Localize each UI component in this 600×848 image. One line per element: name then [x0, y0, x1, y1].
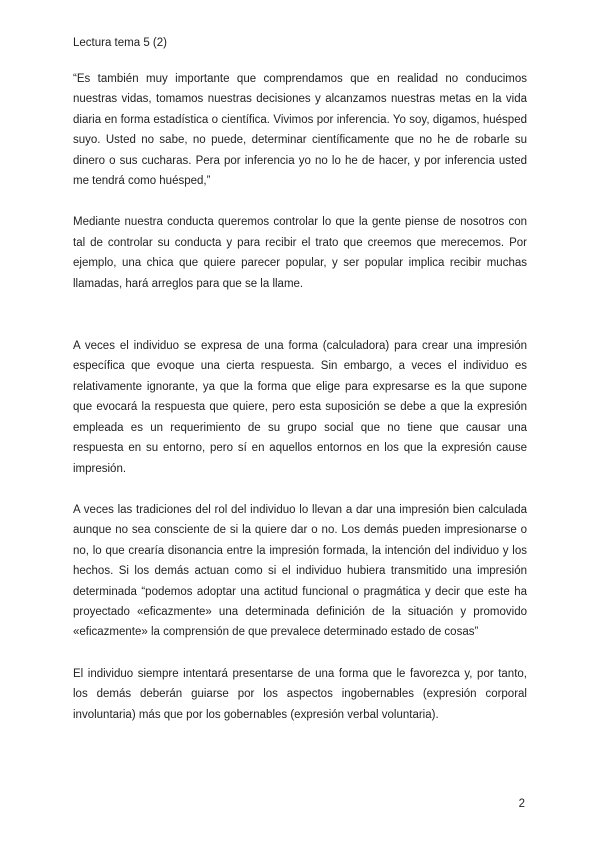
page-header: Lectura tema 5 (2) [73, 37, 167, 49]
conduct-paragraph: Mediante nuestra conducta queremos controlar lo que la gente piense de nosotros con tal de controlar su conducta y para recibir el trato que creemos que merecemos. Por ejemplo, una chica que quiere parecer popular, y ser popular implica recibir muchas llamadas, hará arreglos para que se la llame. [73, 216, 527, 290]
document-body [73, 69, 527, 725]
paragraph-spacer [73, 294, 527, 336]
role-traditions-paragraph: A veces las tradiciones del rol del individuo lo llevan a dar una impresión bien calculada aunque no sea consciente de si la quiere dar o no. Los demás pueden impresionarse o no, lo que crearía disonancia entre la impresión formada, la intención del individuo y los hechos. Si los demás actuan como si el individuo hubiera transmitido una impresión determinada “podemos adoptar una actitud funcional o pragmática y decir que este ha proyectado «eficazmente» una determinada definición de la situación y promovido «eficazmente» la comprensión de que prevalece determinado estado de cosas” [73, 503, 527, 639]
calculated-expression-paragraph: A veces el individuo se expresa de una forma (calculadora) para crear una impresión específica que evoque una cierta respuesta. Sin embargo, a veces el individuo es relativamente ignorante, ya que la forma que elige para expresarse es la que supone que evocará la respuesta que quiere, pero esta suposición se debe a que la expresión empleada es un requerimiento de su grupo social que no tiene que causar una respuesta en su entorno, pero sí en aquellos entornos en los que la expresión cause impresión. [73, 340, 527, 475]
paragraph-spacer [73, 479, 527, 500]
self-presentation-paragraph: El individuo siempre intentará presentarse de una forma que le favorezca y, por tanto, los demás deberán guiarse por los aspectos ingobernables (expresión corporal involuntaria) más que por los gobernables (expresión verbal voluntaria). [73, 667, 527, 721]
page-number: 2 [518, 798, 525, 810]
paragraph-spacer [73, 643, 527, 664]
paragraph-spacer [73, 191, 527, 212]
quote-paragraph: “Es también muy importante que comprendamos que en realidad no conducimos nuestras vidas, tomamos nuestras decisiones y alcanzamos nuestras metas en la vida diaria en forma estadística o científica. Vivimos por inferencia. Yo soy, digamos, huésped suyo. Usted no sabe, no puede, determinar científicamente que no he de robarle su dinero o sus cucharas. Pera por inferencia yo no lo he de hacer, y por inferencia usted me tendrá como huésped,” [73, 73, 527, 188]
